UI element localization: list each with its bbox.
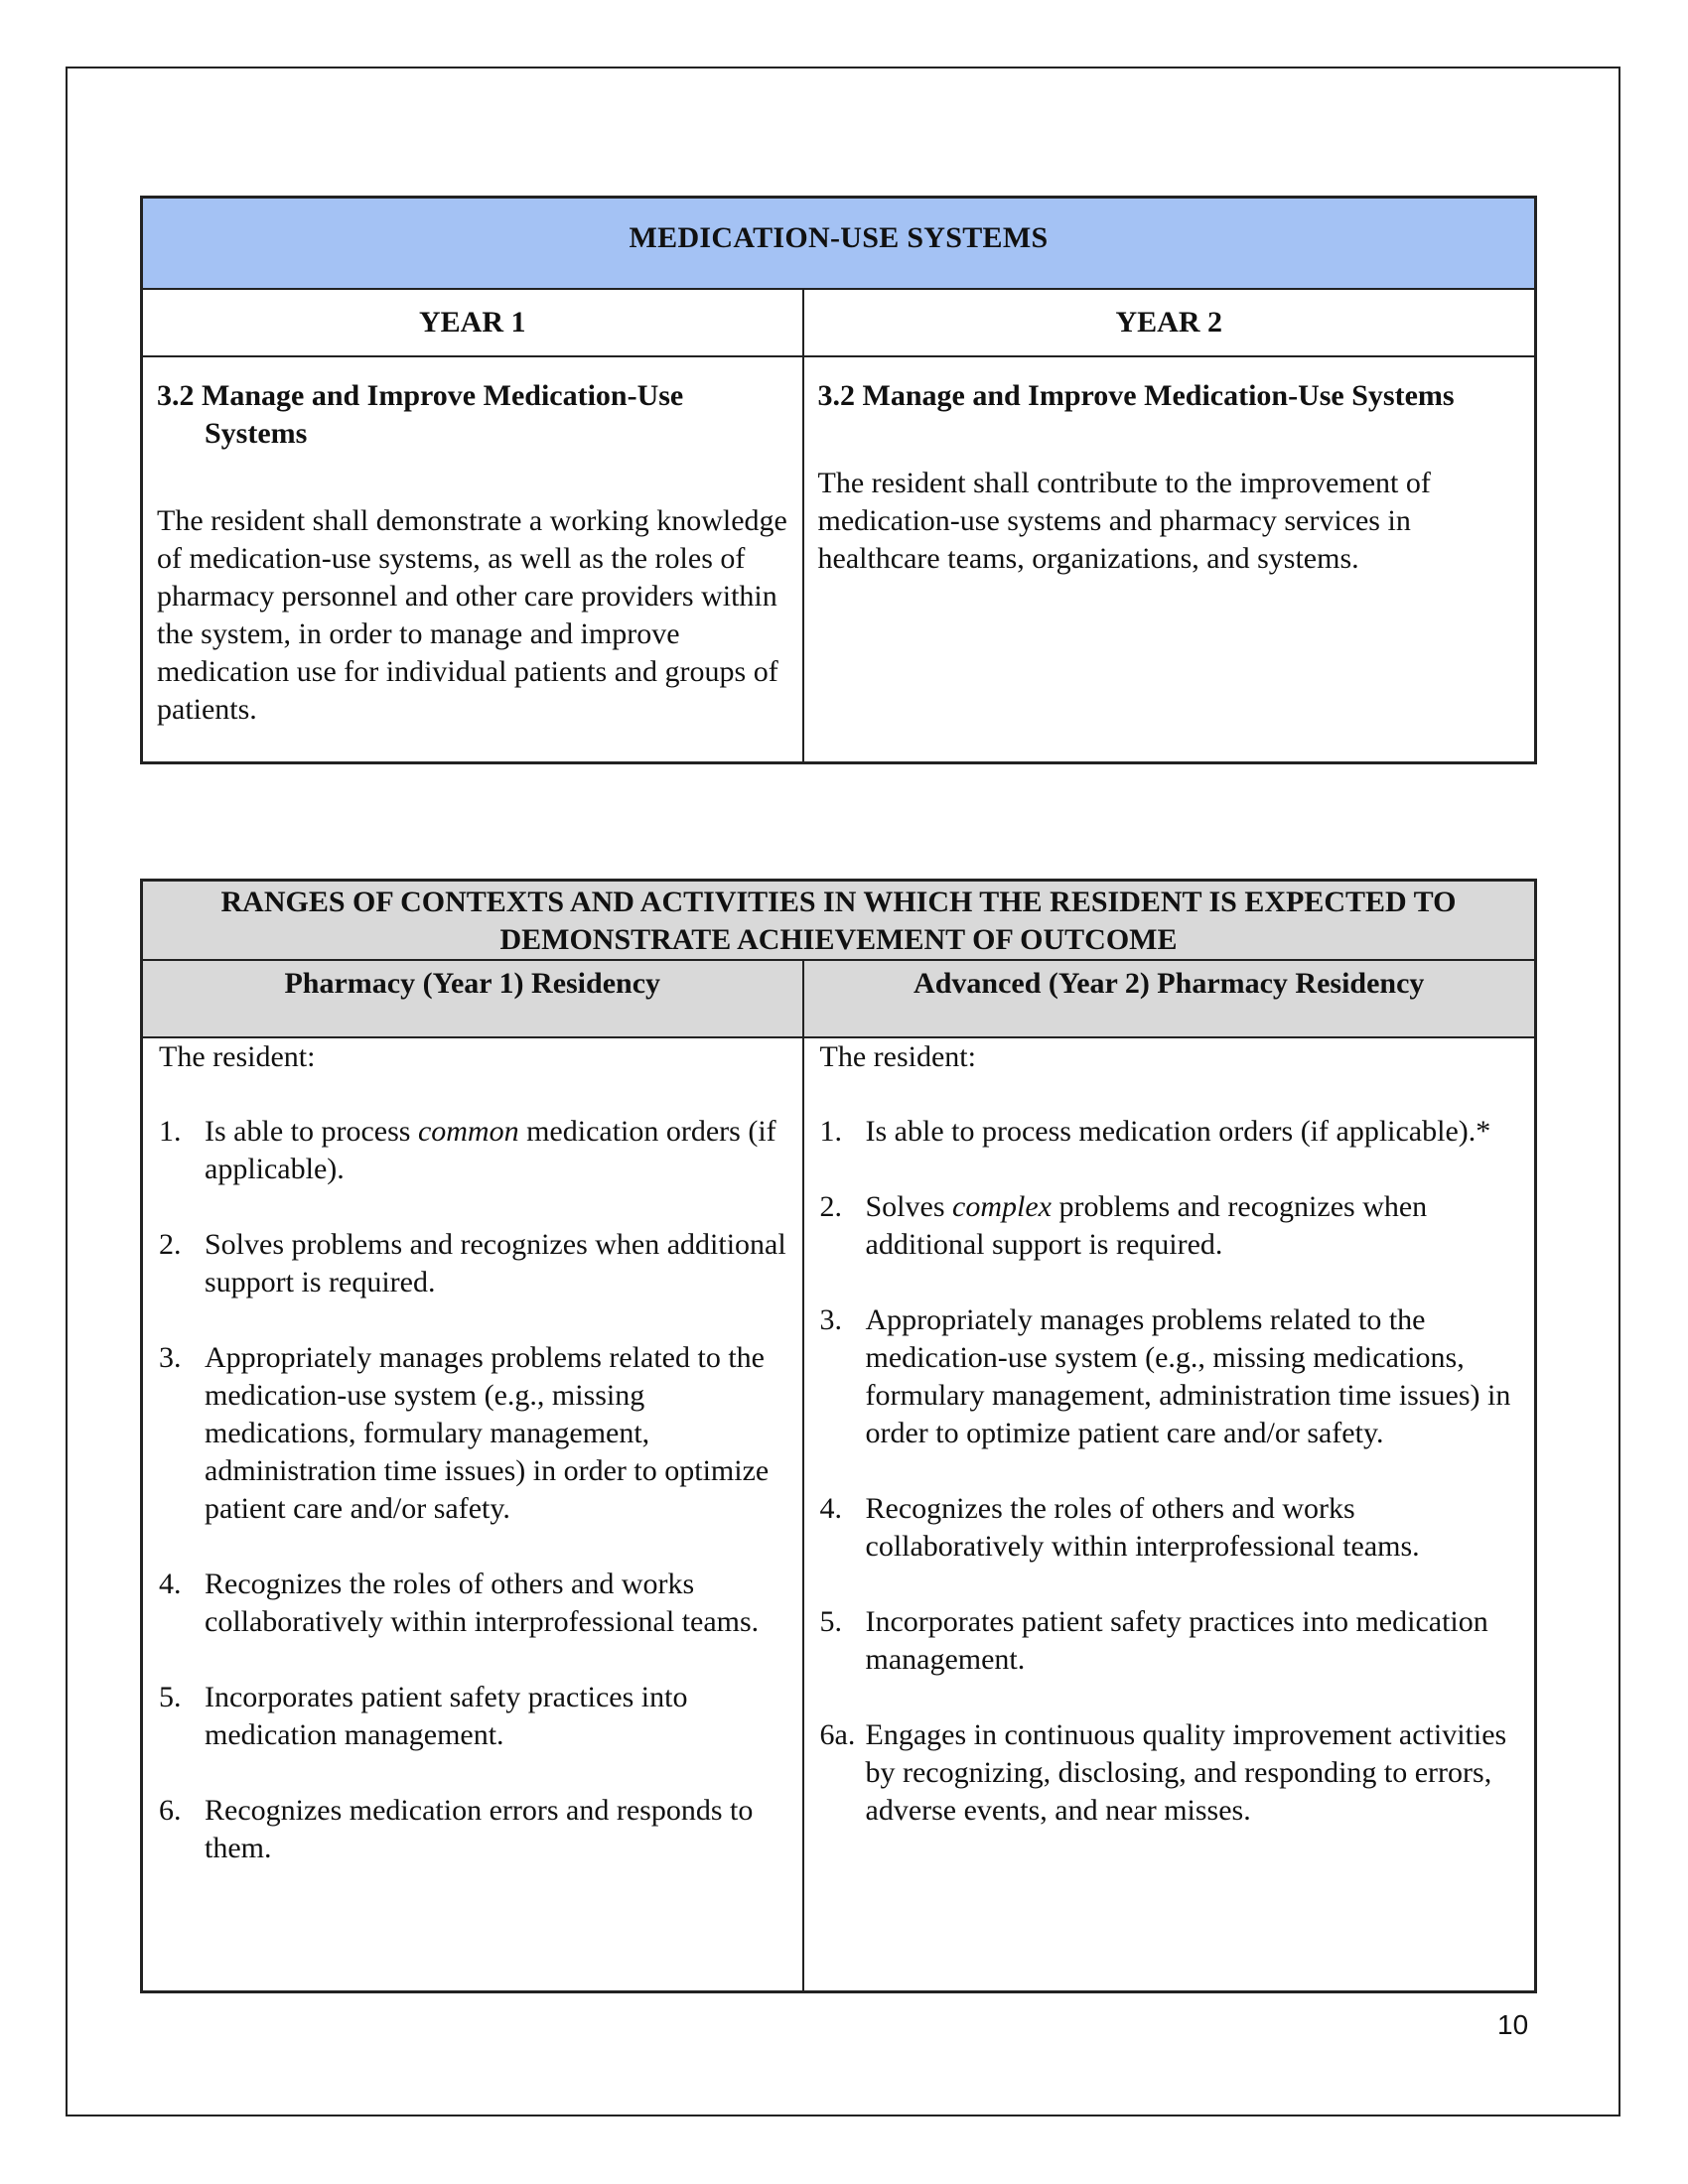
- item-emphasis: common: [417, 1115, 519, 1148]
- year1-objective-text: The resident shall demonstrate a working knowledge of medication-use systems, as well as the roles of pharmacy personnel and other care providers within the system, in order to manage and improve medication use for individual patients and groups of patients.: [157, 503, 787, 726]
- item-number: 4.: [819, 1492, 842, 1525]
- list-item: [820, 1716, 1525, 1830]
- col2-list-cell: [803, 1037, 1536, 1991]
- medication-use-systems-table: [140, 196, 1537, 764]
- list-item: [159, 1226, 792, 1301]
- item-text: Solves problems and recognizes when additional support is required.: [205, 1228, 786, 1298]
- col1-intro: The resident:: [159, 1040, 316, 1073]
- list-item: [159, 1339, 792, 1528]
- item-number: 4.: [159, 1568, 182, 1600]
- col2-items: [820, 1113, 1525, 1830]
- item-text: Engages in continuous quality improvement activities by recognizing, disclosing, and responding to errors, adverse events, and near misses.: [865, 1718, 1507, 1827]
- list-item: [820, 1188, 1525, 1264]
- col1-list-cell: [142, 1037, 803, 1991]
- item-text: Incorporates patient safety practices into medication management.: [205, 1681, 688, 1751]
- col1-header: Pharmacy (Year 1) Residency: [142, 960, 803, 1037]
- item-number: 5.: [159, 1681, 182, 1713]
- col2-header: Advanced (Year 2) Pharmacy Residency: [803, 960, 1536, 1037]
- table1-banner: MEDICATION-USE SYSTEMS: [142, 198, 1536, 289]
- col2-intro: The resident:: [819, 1040, 976, 1073]
- col1-items: [159, 1113, 792, 1867]
- list-item: [820, 1113, 1525, 1151]
- item-text: Appropriately manages problems related to the medication-use system (e.g., missing medications, formulary management, administration time issues) in order to optimize patient care and/or safety.: [865, 1303, 1511, 1449]
- item-number: 2.: [819, 1190, 842, 1223]
- item-text: Incorporates patient safety practices into medication management.: [865, 1605, 1488, 1676]
- item-text: medication orders (if applicable).: [205, 1115, 776, 1185]
- year1-header: YEAR 1: [142, 289, 803, 356]
- item-text: Recognizes medication errors and responds to them.: [205, 1794, 754, 1864]
- item-number: 1.: [159, 1115, 182, 1148]
- page-number: 10: [1497, 2009, 1529, 2040]
- item-text: Recognizes the roles of others and works collaboratively within interprofessional teams.: [205, 1568, 760, 1638]
- item-number: 3.: [159, 1341, 182, 1374]
- item-number: 3.: [819, 1303, 842, 1336]
- list-item: [159, 1679, 792, 1754]
- item-number: 1.: [819, 1115, 842, 1148]
- item-number: 6.: [159, 1794, 182, 1827]
- year2-header: YEAR 2: [803, 289, 1536, 356]
- item-text: Is able to process medication orders (if applicable).*: [865, 1115, 1491, 1148]
- year2-objective-title: 3.2 Manage and Improve Medication-Use Systems: [817, 378, 1455, 412]
- year1-objective-title: 3.2 Manage and Improve Medication-Use Systems: [157, 378, 684, 450]
- list-item: [159, 1113, 792, 1188]
- contexts-activities-table: [140, 879, 1537, 1993]
- item-text: problems and recognizes when additional support is required.: [865, 1190, 1428, 1261]
- list-item: [159, 1566, 792, 1641]
- item-number: 2.: [159, 1228, 182, 1261]
- year2-objective-text: The resident shall contribute to the improvement of medication-use systems and pharmacy services in healthcare teams, organizations, and systems.: [817, 466, 1431, 575]
- item-emphasis: complex: [952, 1190, 1052, 1223]
- year2-cell: [803, 356, 1536, 763]
- table2-banner: RANGES OF CONTEXTS AND ACTIVITIES IN WHICH THE RESIDENT IS EXPECTED TO DEMONSTRATE ACHIEVEMENT OF OUTCOME: [142, 881, 1536, 961]
- year1-cell: [142, 356, 803, 763]
- item-text: Recognizes the roles of others and works collaboratively within interprofessional teams.: [865, 1492, 1420, 1563]
- list-item: [820, 1301, 1525, 1452]
- item-text: Appropriately manages problems related to the medication-use system (e.g., missing medications, formulary management, administration time issues) in order to optimize patient care and/or safety.: [205, 1341, 770, 1525]
- item-text: Is able to process: [205, 1115, 418, 1148]
- item-number: 5.: [819, 1605, 842, 1638]
- item-text: Solves: [865, 1190, 953, 1223]
- list-item: [820, 1490, 1525, 1566]
- list-item: [820, 1603, 1525, 1679]
- item-number: 6a.: [819, 1718, 856, 1751]
- list-item: [159, 1792, 792, 1867]
